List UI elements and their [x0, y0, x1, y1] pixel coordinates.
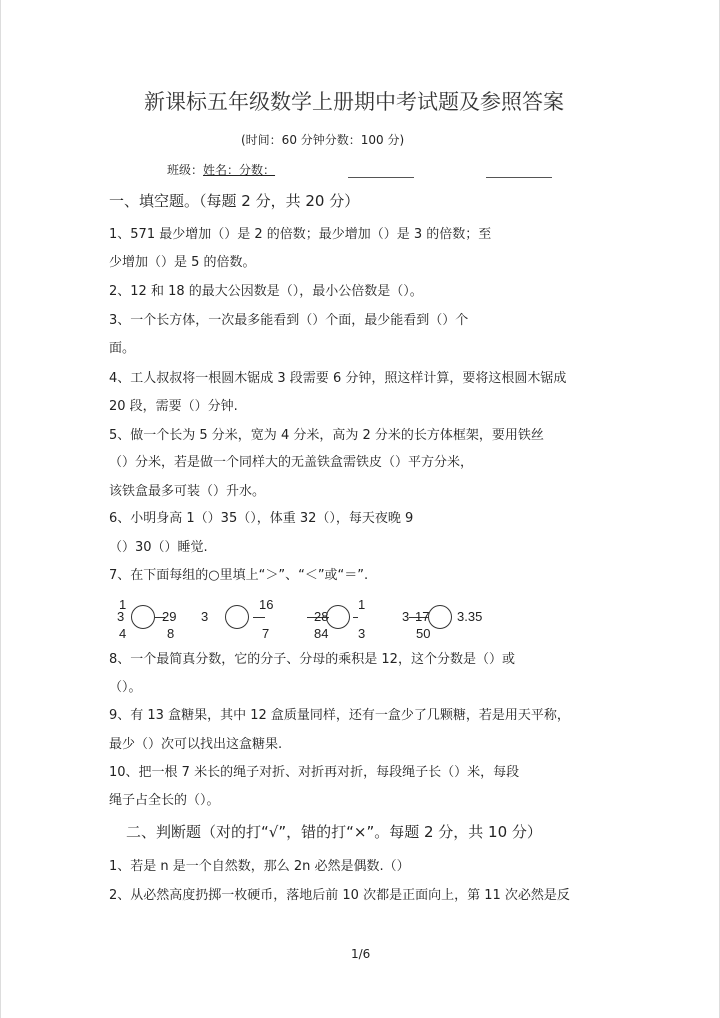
question-line: 1、571 最少增加（）是 2 的倍数；最少增加（）是 3 的倍数；至	[109, 227, 492, 242]
compare-circle[interactable]	[225, 605, 249, 629]
question-line: 3、一个长方体，一次最多能看到（）个面，最少能看到（）个	[109, 313, 469, 328]
fraction-bar	[253, 617, 265, 618]
blank-line	[348, 177, 414, 178]
question-line: 该铁盒最多可装（）升水。	[109, 484, 266, 499]
question-line: 6、小明身高 1（）35（），体重 32（），每天夜晚 9	[109, 511, 414, 526]
question-line: 2、12 和 18 的最大公因数是（），最小公倍数是（）。	[109, 284, 423, 299]
blank-line	[486, 177, 552, 178]
fraction-numerator: 1	[119, 597, 127, 612]
section-heading: 二、判断题（对的打“√”，错的打“×”。每题 2 分，共 10 分）	[126, 823, 542, 841]
compare-circle[interactable]	[131, 605, 155, 629]
class-label: 班级：	[167, 163, 204, 177]
question-line: 1、若是 n 是一个自然数，那么 2n 必然是偶数.（）	[109, 859, 410, 874]
fraction-numerator: 16	[259, 597, 274, 612]
decimal-number: 3.35	[457, 609, 483, 624]
fraction-bar	[353, 617, 358, 618]
fraction-denominator: 7	[262, 626, 270, 641]
question-line: 9、有 13 盒糖果，其中 12 盒质量同样，还有一盒少了几颗糖，若是用天平称，	[109, 708, 570, 723]
fraction-numerator: 1	[358, 597, 366, 612]
question-line: 面。	[109, 341, 136, 356]
fraction-denominator: 50	[416, 626, 431, 641]
fraction-denominator: 8	[167, 626, 175, 641]
question-line: 5、做一个长为 5 分米，宽为 4 分米，高为 2 分米的长方体框架，要用铁丝	[109, 428, 544, 443]
question-line: （）分米，若是做一个同样大的无盖铁盒需铁皮（）平方分米，	[109, 455, 474, 470]
whole-number: 3	[402, 609, 410, 624]
class-name-score-line	[167, 162, 275, 178]
compare-circle[interactable]	[326, 605, 350, 629]
fraction-numerator: 28	[314, 609, 329, 624]
question-line: 绳子占全长的（）。	[109, 793, 220, 808]
fraction-numerator: 29	[162, 609, 177, 624]
fraction-denominator: 84	[314, 626, 329, 641]
question-line: 10、把一根 7 米长的绳子对折、对折再对折，每段绳子长（）米，每段	[109, 765, 520, 780]
page-number: 1/6	[351, 947, 371, 961]
section-heading: 一、填空题。（每题 2 分，共 20 分）	[109, 192, 360, 210]
subtitle: (时间：60 分钟分数：100 分)	[241, 133, 405, 147]
question-line: 8、一个最简真分数，它的分子、分母的乘积是 12，这个分数是（）或	[109, 652, 515, 667]
fraction-numerator: 17	[415, 609, 430, 624]
compare-circle[interactable]	[428, 605, 452, 629]
question-line: （）30（）睡觉.	[109, 540, 208, 555]
whole-number: 3	[117, 609, 125, 624]
fraction-denominator: 3	[358, 626, 366, 641]
question-line: 最少（）次可以找出这盒糖果.	[109, 737, 283, 752]
question-line: 7、在下面每组的○里填上“＞”、“＜”或“＝”.	[109, 568, 369, 583]
question-line: 20 段，需要（）分钟.	[109, 399, 238, 414]
document-title: 新课标五年级数学上册期中考试题及参照答案	[144, 90, 564, 114]
question-line: 4、工人叔叔将一根圆木锯成 3 段需要 6 分钟，照这样计算，要将这根圆木锯成	[109, 371, 567, 386]
question-line: （）。	[109, 680, 142, 695]
question-line: 少增加（）是 5 的倍数。	[109, 255, 256, 270]
question-line: 2、从必然高度扔掷一枚硬币，落地后前 10 次都是正面向上，第 11 次必然是反	[109, 888, 570, 903]
whole-number: 3	[201, 609, 209, 624]
fraction-denominator: 4	[119, 626, 127, 641]
name-score-label: 姓名：分数：	[203, 163, 276, 177]
